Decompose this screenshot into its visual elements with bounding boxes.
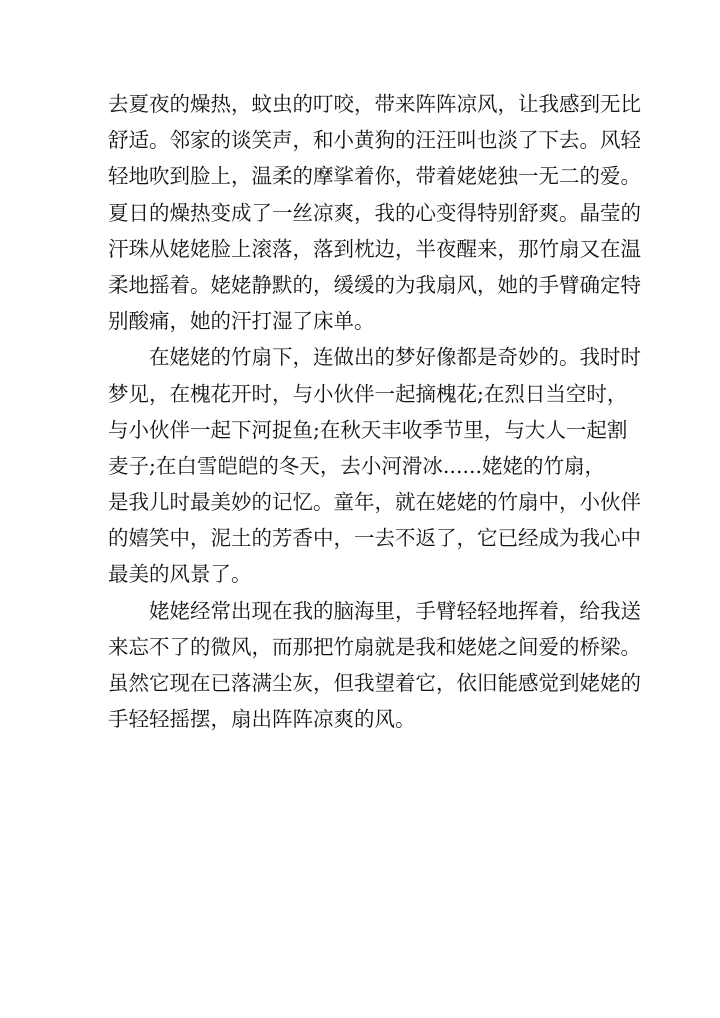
text-line: 最美的风景了。 — [108, 562, 252, 587]
paragraph — [108, 339, 641, 592]
paragraph — [108, 593, 641, 738]
text-line: 是我儿时最美妙的记忆。童年，就在姥姥的竹扇中，小伙伴 — [108, 490, 641, 515]
text-line: 柔地摇着。姥姥静默的，缓缓的为我扇风，她的手臂确定特 — [108, 272, 641, 297]
text-line: 汗珠从姥姥脸上滚落，落到枕边，半夜醒来，那竹扇又在温 — [108, 236, 641, 261]
text-line: 轻地吹到脸上，温柔的摩挲着你，带着姥姥独一无二的爱。 — [108, 164, 641, 189]
text-line: 的嬉笑中，泥土的芳香中，一去不返了，它已经成为我心中 — [108, 526, 641, 551]
text-line: 去夏夜的燥热，蚊虫的叮咬，带来阵阵凉风，让我感到无比 — [108, 92, 641, 116]
text-line: 别酸痛，她的汗打湿了床单。 — [108, 309, 375, 334]
text-line: 来忘不了的微风，而那把竹扇就是我和姥姥之间爱的桥梁。 — [108, 634, 641, 659]
text-line: 虽然它现在已落满尘灰，但我望着它，依旧能感觉到姥姥的 — [108, 671, 641, 695]
text-line: 麦子;在白雪皑皑的冬天，去小河滑冰......姥姥的竹扇， — [108, 453, 606, 478]
text-line: 在姥姥的竹扇下，连做出的梦好像都是奇妙的。我时时 — [149, 345, 641, 370]
paragraph — [108, 86, 641, 339]
text-line: 梦见，在槐花开时，与小伙伴一起摘槐花;在烈日当空时， — [108, 381, 628, 406]
text-line: 与小伙伴一起下河捉鱼;在秋天丰收季节里，与大人一起割 — [108, 417, 628, 442]
text-line: 舒适。邻家的谈笑声，和小黄狗的汪汪叫也淡了下去。风轻 — [108, 128, 641, 153]
text-line: 姥姥经常出现在我的脑海里，手臂轻轻地挥着，给我送 — [149, 598, 641, 623]
body-text — [108, 86, 641, 737]
text-line: 夏日的燥热变成了一丝凉爽，我的心变得特别舒爽。晶莹的 — [108, 200, 641, 225]
text-line: 手轻轻摇摆，扇出阵阵凉爽的风。 — [108, 707, 416, 732]
